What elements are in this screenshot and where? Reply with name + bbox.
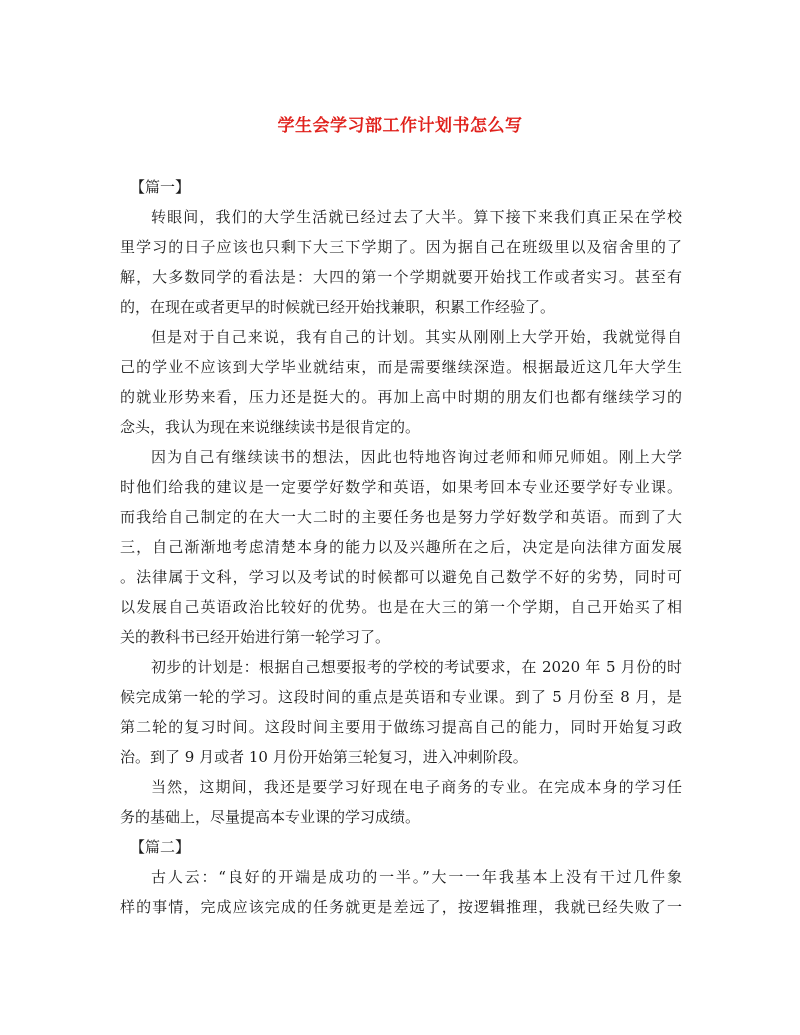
paragraph: [120, 652, 682, 772]
paragraph-line: 关的教科书已经开始进行第一轮学习了。: [120, 628, 391, 646]
paragraph: [120, 772, 682, 832]
section-heading: 【篇二】: [130, 838, 191, 856]
paragraph-line: 第二轮的复习时间。这段时间主要用于做练习提高自己的能力，同时开始复习政: [120, 718, 682, 736]
paragraph-line: 当然，这期间，我还是要学习好现在电子商务的专业。在完成本身的学习任: [151, 778, 682, 796]
paragraph-line: 候完成第一轮的学习。这段时间的重点是英语和专业课。到了 5 月份至 8 月，是: [120, 688, 682, 706]
paragraph-line: 而我给自己制定的在大一大二时的主要任务也是努力学好数学和英语。而到了大: [120, 508, 682, 526]
paragraph: [120, 202, 682, 322]
paragraph-line: 解，大多数同学的看法是：大四的第一个学期就要开始找工作或者实习。甚至有: [120, 268, 682, 286]
paragraph-line: 初步的计划是：根据自己想要报考的学校的考试要求，在 2020 年 5 月份的时: [151, 658, 682, 676]
document-title: 学生会学习部工作计划书怎么写: [277, 116, 523, 136]
paragraph-line: 治。到了 9 月或者 10 月份开始第三轮复习，进入冲刺阶段。: [120, 748, 528, 766]
section-heading: 【篇一】: [130, 178, 191, 196]
paragraph-line: 因为自己有继续读书的想法，因此也特地咨询过老师和师兄师姐。刚上大学: [151, 448, 682, 466]
paragraph-line: 但是对于自己来说，我有自己的计划。其实从刚刚上大学开始，我就觉得自: [151, 328, 682, 346]
paragraph-line: 样的事情，完成应该完成的任务就更是差远了，按逻辑推理，我就已经失败了一: [120, 898, 682, 916]
paragraph-line: 务的基础上，尽量提高本专业课的学习成绩。: [120, 808, 421, 826]
paragraph-line: 的，在现在或者更早的时候就已经开始找兼职，积累工作经验了。: [120, 298, 556, 316]
paragraph-line: 里学习的日子应该也只剩下大三下学期了。因为据自己在班级里以及宿舍里的了: [120, 238, 682, 256]
paragraph-line: 以发展自己英语政治比较好的优势。也是在大三的第一个学期，自己开始买了相: [120, 598, 682, 616]
paragraph-line: 转眼间，我们的大学生活就已经过去了大半。算下接下来我们真正呆在学校: [151, 208, 682, 226]
paragraph: [120, 442, 682, 652]
paragraph-line: 时他们给我的建议是一定要学好数学和英语，如果考回本专业还要学好专业课。: [120, 478, 682, 496]
paragraph: [120, 322, 682, 442]
paragraph-line: 念头，我认为现在来说继续读书是很肯定的。: [120, 418, 421, 436]
paragraph-line: 古人云：“良好的开端是成功的一半。”大一一年我基本上没有干过几件象: [151, 868, 682, 886]
paragraph-line: 己的学业不应该到大学毕业就结束，而是需要继续深造。根据最近这几年大学生: [120, 358, 682, 376]
paragraph: [120, 862, 682, 922]
paragraph-line: 。法律属于文科，学习以及考试的时候都可以避免自己数学不好的劣势，同时可: [120, 568, 682, 586]
document-body: [120, 172, 682, 922]
paragraph-line: 的就业形势来看，压力还是挺大的。再加上高中时期的朋友们也都有继续学习的: [120, 388, 682, 406]
paragraph-line: 三，自己渐渐地考虑清楚本身的能力以及兴趣所在之后，决定是向法律方面发展: [120, 538, 682, 556]
